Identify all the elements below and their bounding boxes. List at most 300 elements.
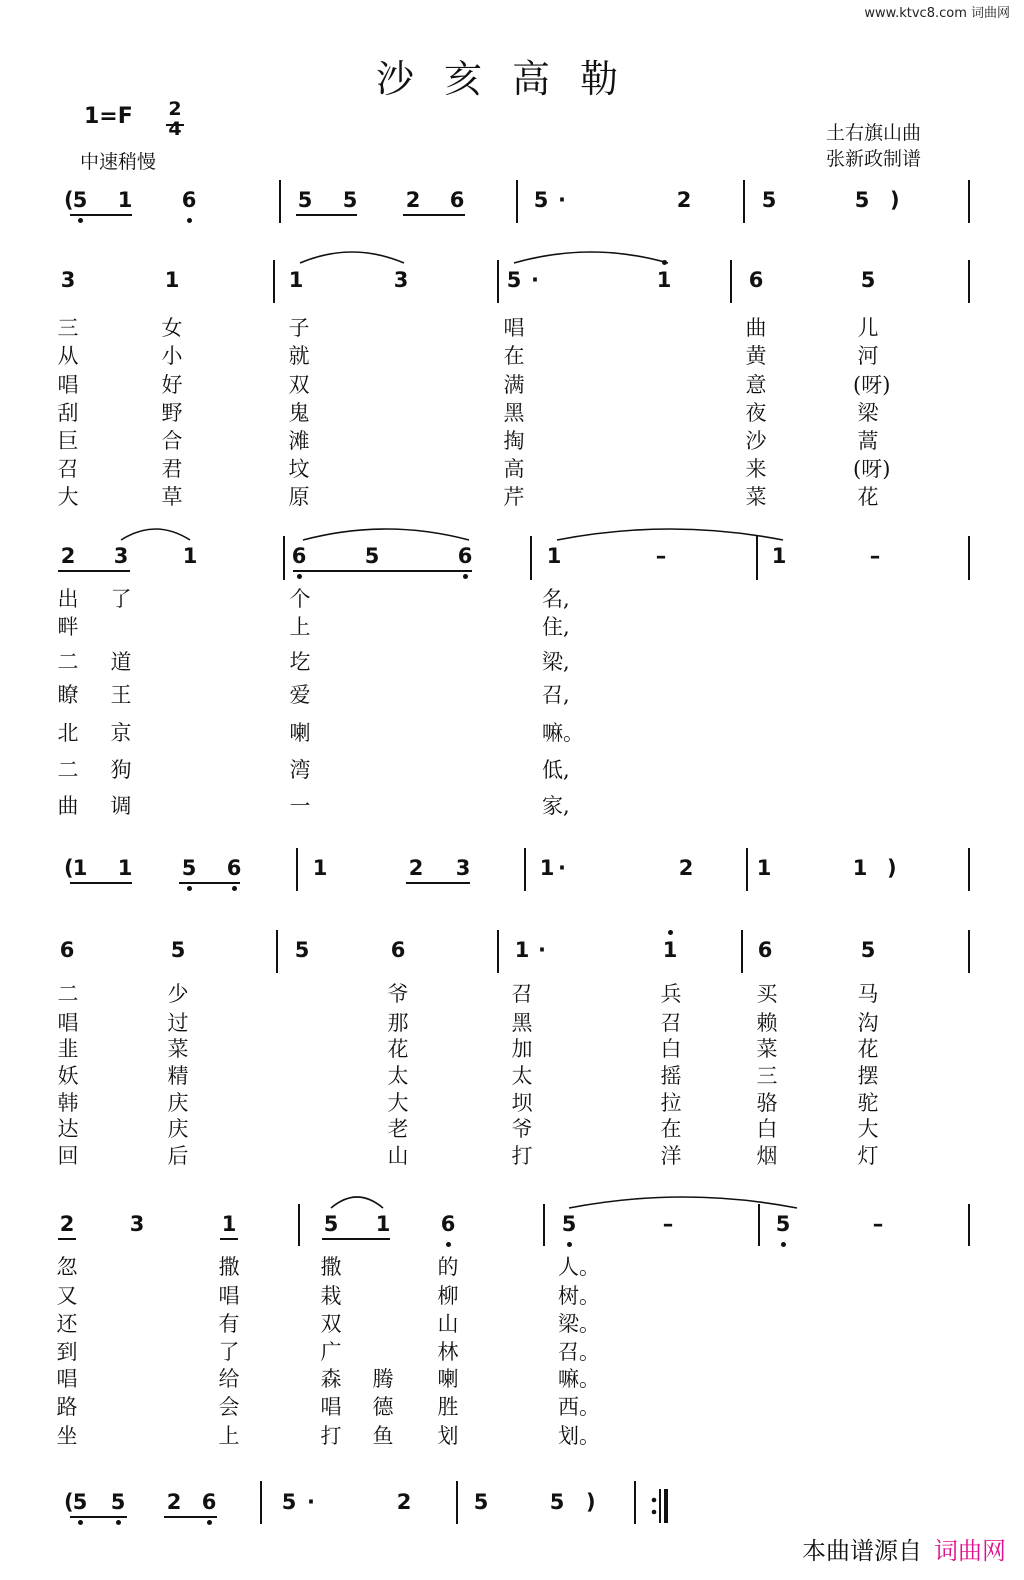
lyric-syllable: 掏 xyxy=(503,429,525,453)
lyric-syllable: 大 xyxy=(857,1117,879,1141)
lyric-syllable: 马 xyxy=(857,982,879,1006)
underline-beam xyxy=(406,882,470,884)
note: 6 xyxy=(201,1490,217,1514)
note: 5 xyxy=(364,544,380,568)
lyric-syllable: 双 xyxy=(320,1312,342,1336)
note: 1 xyxy=(662,938,678,962)
note: 3 xyxy=(393,268,409,292)
barline xyxy=(743,180,745,223)
lyric-syllable: (呀) xyxy=(853,457,891,481)
lyric-syllable: 满 xyxy=(503,373,525,397)
lyric-syllable: 野 xyxy=(161,401,183,425)
barline xyxy=(968,1204,970,1246)
lyric-syllable: 唱 xyxy=(320,1395,342,1419)
lyric-syllable: 在 xyxy=(503,344,525,368)
lyric-syllable: 原 xyxy=(288,485,310,509)
barline xyxy=(456,1481,458,1524)
note: 3 xyxy=(60,268,76,292)
lyric-syllable: 烟 xyxy=(756,1144,778,1168)
source-footer xyxy=(802,1531,1006,1566)
lyric-syllable: 从 xyxy=(57,344,79,368)
note: 5 xyxy=(854,188,870,212)
lyric-syllable: 坝 xyxy=(511,1091,533,1115)
note: 5 xyxy=(323,1212,339,1236)
note: 6 xyxy=(440,1212,456,1236)
lyric-syllable: 大 xyxy=(57,485,79,509)
lyric-syllable: 白 xyxy=(756,1117,778,1141)
arranger-credit: 张新政制谱 xyxy=(826,148,922,170)
lyric-syllable: 小 xyxy=(161,344,183,368)
augmentation-dot: · xyxy=(558,856,566,880)
lyric-syllable: 个 xyxy=(289,587,311,611)
lyric-syllable: 给 xyxy=(218,1367,240,1391)
lyric-syllable: 精 xyxy=(167,1064,189,1088)
note: 1 xyxy=(288,268,304,292)
lyric-syllable: 人。 xyxy=(558,1255,600,1279)
paren-close: ) xyxy=(890,188,900,212)
lyric-syllable: 在 xyxy=(660,1117,682,1141)
lyric-syllable: 合 xyxy=(161,429,183,453)
final-repeat-barline xyxy=(651,1487,671,1527)
high-octave-dot xyxy=(668,930,673,935)
note: 1 xyxy=(117,856,133,880)
barline xyxy=(756,536,758,580)
note: 6 xyxy=(390,938,406,962)
barline xyxy=(746,848,748,891)
note: 5 xyxy=(561,1212,577,1236)
note: 5 xyxy=(506,268,522,292)
note: 1 xyxy=(656,268,672,292)
lyric-syllable: 树。 xyxy=(558,1284,600,1308)
lyric-syllable: 梁。 xyxy=(558,1312,600,1336)
lyric-syllable: 三 xyxy=(756,1064,778,1088)
low-octave-dot xyxy=(207,1520,212,1525)
lyric-syllable: 到 xyxy=(56,1340,78,1364)
slur-arc xyxy=(119,524,192,542)
augmentation-dot: · xyxy=(531,268,539,292)
note: 2 xyxy=(405,188,421,212)
lyric-syllable: 道 xyxy=(110,650,132,674)
barline xyxy=(276,930,278,973)
note: 1 xyxy=(546,544,562,568)
note: 5 xyxy=(533,188,549,212)
note: 6 xyxy=(757,938,773,962)
barline xyxy=(968,930,970,973)
lyric-syllable: 梁, xyxy=(542,650,570,674)
barline xyxy=(516,180,518,223)
lyric-syllable: 高 xyxy=(503,457,525,481)
lyric-syllable: 老 xyxy=(387,1117,409,1141)
note: 1 xyxy=(852,856,868,880)
underline-beam xyxy=(179,882,240,884)
lyric-syllable: 加 xyxy=(511,1037,533,1061)
lyric-syllable: 喇 xyxy=(289,721,311,745)
lyric-syllable: 湾 xyxy=(289,758,311,782)
lyric-syllable: 花 xyxy=(857,485,879,509)
note: 6 xyxy=(748,268,764,292)
lyric-syllable: 唱 xyxy=(56,1367,78,1391)
lyric-syllable: 双 xyxy=(288,373,310,397)
lyric-syllable: 梁 xyxy=(857,401,879,425)
note: 1 xyxy=(756,856,772,880)
lyric-syllable: 鱼 xyxy=(372,1424,394,1448)
underline-beam xyxy=(403,214,465,216)
lyric-syllable: 喇 xyxy=(437,1367,459,1391)
lyric-syllable: 召, xyxy=(542,683,570,707)
lyric-syllable: 太 xyxy=(511,1064,533,1088)
barline xyxy=(497,260,499,303)
lyric-syllable: 儿 xyxy=(857,316,879,340)
underline-beam xyxy=(58,1238,76,1240)
low-octave-dot xyxy=(187,218,192,223)
note: 6 xyxy=(457,544,473,568)
note: 6 xyxy=(59,938,75,962)
paren-open: ( xyxy=(64,188,74,212)
note: 5 xyxy=(297,188,313,212)
lyric-syllable: 韩 xyxy=(57,1091,79,1115)
lyric-syllable: 还 xyxy=(56,1312,78,1336)
lyric-syllable: 调 xyxy=(110,794,132,818)
note: 6 xyxy=(181,188,197,212)
tempo-marking: 中速稍慢 xyxy=(80,151,157,173)
lyric-syllable: 山 xyxy=(387,1144,409,1168)
lyric-syllable: 买 xyxy=(756,982,778,1006)
note: 1 xyxy=(771,544,787,568)
lyric-syllable: 刮 xyxy=(57,401,79,425)
lyric-syllable: 出 xyxy=(57,587,79,611)
note: 5 xyxy=(181,856,197,880)
augmentation-dot: · xyxy=(307,1490,315,1514)
lyric-syllable: 会 xyxy=(218,1395,240,1419)
lyric-syllable: 爷 xyxy=(511,1117,533,1141)
note: – xyxy=(869,544,881,568)
augmentation-dot: · xyxy=(558,188,566,212)
lyric-syllable: 来 xyxy=(745,457,767,481)
lyric-syllable: 二 xyxy=(57,982,79,1006)
lyric-syllable: 广 xyxy=(320,1340,342,1364)
time-signature-top: 2 xyxy=(168,98,182,120)
site-watermark: www.ktvc8.com 词曲网 xyxy=(864,6,1010,21)
lyric-syllable: 夜 xyxy=(745,401,767,425)
note: – xyxy=(872,1212,884,1236)
slur-arc xyxy=(301,524,471,542)
lyric-syllable: 沙 xyxy=(745,429,767,453)
lyric-syllable: 腾 xyxy=(372,1367,394,1391)
composer-credit: 土右旗山曲 xyxy=(826,122,922,144)
lyric-syllable: 打 xyxy=(511,1144,533,1168)
lyric-syllable: 灯 xyxy=(857,1144,879,1168)
lyric-syllable: 撒 xyxy=(320,1255,342,1279)
note: – xyxy=(662,1212,674,1236)
lyric-syllable: 三 xyxy=(57,316,79,340)
barline xyxy=(730,260,732,303)
lyric-syllable: 草 xyxy=(161,485,183,509)
lyric-syllable: 太 xyxy=(387,1064,409,1088)
barline xyxy=(758,1204,760,1246)
note: 1 xyxy=(72,856,88,880)
barline xyxy=(543,1204,545,1246)
barline xyxy=(530,536,532,580)
lyric-syllable: 上 xyxy=(218,1424,240,1448)
note: 1 xyxy=(375,1212,391,1236)
note: 5 xyxy=(860,938,876,962)
lyric-syllable: 召。 xyxy=(558,1340,600,1364)
note: 2 xyxy=(676,188,692,212)
barline xyxy=(283,536,285,580)
lyric-syllable: 拉 xyxy=(660,1091,682,1115)
lyric-syllable: 德 xyxy=(372,1395,394,1419)
lyric-syllable: 一 xyxy=(289,794,311,818)
note: 3 xyxy=(455,856,471,880)
lyric-syllable: 王 xyxy=(110,683,132,707)
lyric-syllable: 芹 xyxy=(503,485,525,509)
barline xyxy=(296,848,298,891)
lyric-syllable: 唱 xyxy=(57,1011,79,1035)
lyric-syllable: 森 xyxy=(320,1367,342,1391)
lyric-syllable: 胜 xyxy=(437,1395,459,1419)
lyric-syllable: 忽 xyxy=(56,1255,78,1279)
underline-beam xyxy=(58,570,130,572)
barline xyxy=(524,848,526,891)
lyric-syllable: 瞭 xyxy=(57,683,79,707)
note: 5 xyxy=(549,1490,565,1514)
lyric-syllable: 洋 xyxy=(660,1144,682,1168)
lyric-syllable: 低, xyxy=(542,758,570,782)
lyric-syllable: 唱 xyxy=(57,373,79,397)
lyric-syllable: 菜 xyxy=(167,1037,189,1061)
lyric-syllable: 摆 xyxy=(857,1064,879,1088)
lyric-syllable: 京 xyxy=(110,721,132,745)
lyric-syllable: 韭 xyxy=(57,1037,79,1061)
note: 5 xyxy=(72,188,88,212)
song-title: 沙亥高勒 xyxy=(375,57,648,101)
barline xyxy=(634,1481,636,1524)
paren-close: ) xyxy=(887,856,897,880)
low-octave-dot xyxy=(116,1520,121,1525)
lyric-syllable: 召 xyxy=(57,457,79,481)
lyric-syllable: 北 xyxy=(57,721,79,745)
underline-beam xyxy=(164,1516,217,1518)
note: 1 xyxy=(182,544,198,568)
lyric-syllable: 菜 xyxy=(756,1037,778,1061)
low-octave-dot xyxy=(232,886,237,891)
lyric-syllable: 圪 xyxy=(289,650,311,674)
low-octave-dot xyxy=(567,1242,572,1247)
underline-beam xyxy=(322,1238,390,1240)
lyric-syllable: 大 xyxy=(387,1091,409,1115)
note: 2 xyxy=(408,856,424,880)
low-octave-dot xyxy=(463,574,468,579)
note: 6 xyxy=(226,856,242,880)
lyric-syllable: 少 xyxy=(167,982,189,1006)
note: 5 xyxy=(170,938,186,962)
time-signature-bottom: 4 xyxy=(168,118,182,140)
lyric-syllable: 召 xyxy=(660,1011,682,1035)
note: – xyxy=(655,544,667,568)
underline-beam xyxy=(70,214,132,216)
low-octave-dot xyxy=(78,218,83,223)
lyric-syllable: 住, xyxy=(542,615,570,639)
low-octave-dot xyxy=(78,1520,83,1525)
lyric-syllable: 爷 xyxy=(387,982,409,1006)
barline xyxy=(497,930,499,973)
note: 5 xyxy=(342,188,358,212)
underline-beam xyxy=(293,570,472,572)
lyric-syllable: 达 xyxy=(57,1117,79,1141)
footer-source-text: 本曲谱源自 xyxy=(802,1537,922,1565)
low-octave-dot xyxy=(781,1242,786,1247)
lyric-syllable: 鬼 xyxy=(288,401,310,425)
lyric-syllable: 摇 xyxy=(660,1064,682,1088)
underline-beam xyxy=(220,1238,238,1240)
lyric-syllable: 划 xyxy=(437,1424,459,1448)
lyric-syllable: 的 xyxy=(437,1255,459,1279)
note: 6 xyxy=(291,544,307,568)
lyric-syllable: 就 xyxy=(288,344,310,368)
lyric-syllable: 上 xyxy=(289,615,311,639)
lyric-syllable: 沟 xyxy=(857,1011,879,1035)
note: 6 xyxy=(449,188,465,212)
lyric-syllable: 二 xyxy=(57,758,79,782)
note: 1 xyxy=(539,856,555,880)
lyric-syllable: 家, xyxy=(542,794,570,818)
note: 2 xyxy=(59,1212,75,1236)
lyric-syllable: 栽 xyxy=(320,1284,342,1308)
lyric-syllable: 巨 xyxy=(57,429,79,453)
barline xyxy=(298,1204,300,1246)
lyric-syllable: 庆 xyxy=(167,1091,189,1115)
underline-beam xyxy=(296,214,357,216)
note: 5 xyxy=(761,188,777,212)
barline xyxy=(273,260,275,303)
lyric-syllable: 林 xyxy=(437,1340,459,1364)
lyric-syllable: 唱 xyxy=(218,1284,240,1308)
note: 1 xyxy=(221,1212,237,1236)
barline xyxy=(279,180,281,223)
lyric-syllable: 划。 xyxy=(558,1424,600,1448)
lyric-syllable: 了 xyxy=(218,1340,240,1364)
note: 5 xyxy=(294,938,310,962)
lyric-syllable: 赖 xyxy=(756,1011,778,1035)
lyric-syllable: 二 xyxy=(57,650,79,674)
lyric-syllable: 爱 xyxy=(289,683,311,707)
lyric-syllable: 好 xyxy=(161,373,183,397)
low-octave-dot xyxy=(446,1242,451,1247)
lyric-syllable: 山 xyxy=(437,1312,459,1336)
note: 1 xyxy=(312,856,328,880)
lyric-syllable: 兵 xyxy=(660,982,682,1006)
note: 5 xyxy=(110,1490,126,1514)
note: 5 xyxy=(281,1490,297,1514)
slur-arc xyxy=(329,1192,385,1210)
lyric-syllable: 黑 xyxy=(511,1011,533,1035)
key-signature: 1=F xyxy=(84,104,133,129)
lyric-syllable: 妖 xyxy=(57,1064,79,1088)
barline xyxy=(968,536,970,580)
note: 3 xyxy=(129,1212,145,1236)
lyric-syllable: 子 xyxy=(288,316,310,340)
lyric-syllable: 有 xyxy=(218,1312,240,1336)
barline xyxy=(260,1481,262,1524)
barline xyxy=(968,260,970,303)
lyric-syllable: 撒 xyxy=(218,1255,240,1279)
note: 2 xyxy=(396,1490,412,1514)
lyric-syllable: 柳 xyxy=(437,1284,459,1308)
lyric-syllable: 花 xyxy=(387,1037,409,1061)
lyric-syllable: 过 xyxy=(167,1011,189,1035)
lyric-syllable: 唱 xyxy=(503,316,525,340)
lyric-syllable: 驼 xyxy=(857,1091,879,1115)
note: 2 xyxy=(60,544,76,568)
low-octave-dot xyxy=(297,574,302,579)
lyric-syllable: 白 xyxy=(660,1037,682,1061)
lyric-syllable: 打 xyxy=(320,1424,342,1448)
note: 2 xyxy=(166,1490,182,1514)
augmentation-dot: · xyxy=(538,938,546,962)
paren-open: ( xyxy=(64,1490,74,1514)
note: 5 xyxy=(775,1212,791,1236)
footer-brand: 词曲网 xyxy=(934,1537,1006,1565)
lyric-syllable: 河 xyxy=(857,344,879,368)
lyric-syllable: 又 xyxy=(56,1284,78,1308)
lyric-syllable: 嘛。 xyxy=(542,721,584,745)
note: 1 xyxy=(514,938,530,962)
lyric-syllable: 西。 xyxy=(558,1395,600,1419)
lyric-syllable: 后 xyxy=(167,1144,189,1168)
lyric-syllable: 菜 xyxy=(745,485,767,509)
lyric-syllable: 嘛。 xyxy=(558,1367,600,1391)
note: 3 xyxy=(113,544,129,568)
lyric-syllable: 黄 xyxy=(745,344,767,368)
note: 5 xyxy=(72,1490,88,1514)
lyric-syllable: 滩 xyxy=(288,429,310,453)
lyric-syllable: 狗 xyxy=(110,758,132,782)
lyric-syllable: 意 xyxy=(745,373,767,397)
lyric-syllable: 黑 xyxy=(503,401,525,425)
underline-beam xyxy=(70,882,132,884)
lyric-syllable: 女 xyxy=(161,316,183,340)
note: 1 xyxy=(164,268,180,292)
underline-beam xyxy=(70,1516,127,1518)
low-octave-dot xyxy=(187,886,192,891)
note: 5 xyxy=(473,1490,489,1514)
paren-open: ( xyxy=(64,856,74,880)
lyric-syllable: 坐 xyxy=(56,1424,78,1448)
lyric-syllable: 坟 xyxy=(288,457,310,481)
barline xyxy=(968,180,970,223)
note: 5 xyxy=(860,268,876,292)
barline xyxy=(968,848,970,891)
lyric-syllable: 路 xyxy=(56,1395,78,1419)
lyric-syllable: 蒿 xyxy=(857,429,879,453)
lyric-syllable: 庆 xyxy=(167,1117,189,1141)
slur-arc xyxy=(567,1192,799,1210)
lyric-syllable: (呀) xyxy=(853,373,891,397)
lyric-syllable: 骆 xyxy=(756,1091,778,1115)
slur-arc xyxy=(298,247,406,265)
lyric-syllable: 曲 xyxy=(745,316,767,340)
paren-close: ) xyxy=(586,1490,596,1514)
lyric-syllable: 那 xyxy=(387,1011,409,1035)
barline xyxy=(741,930,743,973)
note: 2 xyxy=(678,856,694,880)
lyric-syllable: 回 xyxy=(57,1144,79,1168)
lyric-syllable: 畔 xyxy=(57,615,79,639)
lyric-syllable: 曲 xyxy=(57,794,79,818)
lyric-syllable: 召 xyxy=(511,982,533,1006)
lyric-syllable: 名, xyxy=(542,587,570,611)
slur-arc xyxy=(512,247,670,265)
